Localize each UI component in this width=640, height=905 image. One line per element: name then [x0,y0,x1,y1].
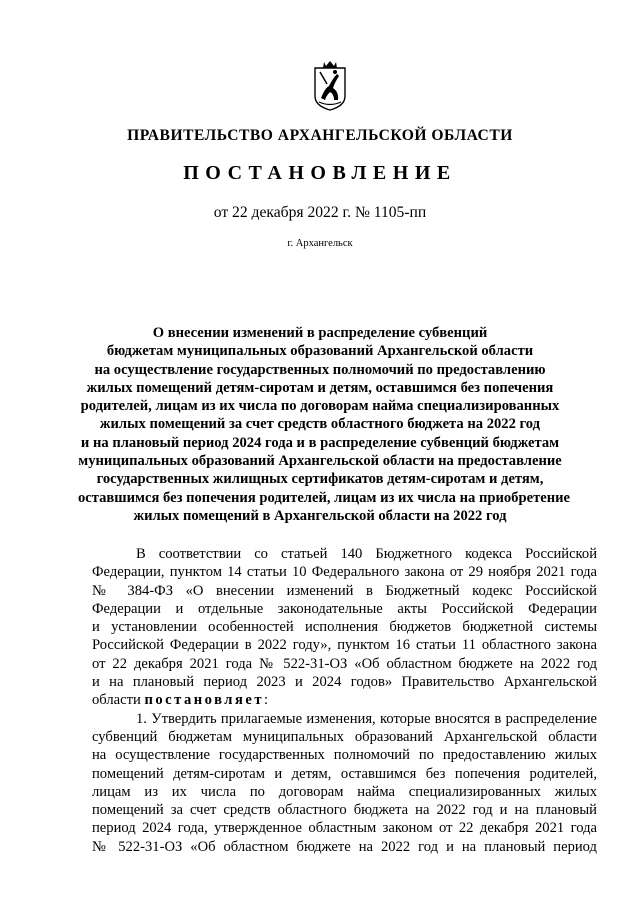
preamble-line: В соответствии со статьей 140 Бюджетного кодекса Российской [136,546,597,562]
item-1-line: помещений детям-сиротам и детям, оставшимся без попечения родителей, [92,765,597,782]
title-line: на осуществление государственных полномочий по предоставлению [94,361,546,378]
preamble-line: Российской Федерации в 2022 году», пунктом 16 статьи 11 областного закона [92,637,597,654]
title-line: муниципальных образований Архангельской области на предоставление [78,453,562,470]
government-name: ПРАВИТЕЛЬСТВО АРХАНГЕЛЬСКОЙ ОБЛАСТИ [127,127,513,144]
document-date-number: от 22 декабря 2022 г. № 1105-пп [213,204,427,221]
preamble-line: от 22 декабря 2021 года № 522-31-ОЗ «Об областном бюджете на 2022 год [92,655,597,672]
document-city: г. Архангельск [287,238,353,249]
title-line: и на плановый период 2024 года и в распределение субвенций бюджетам [80,434,560,451]
preamble-line: и на плановый период 2023 и 2024 годов» Правительство Архангельской [92,674,597,691]
preamble-line: Федерации и отдельные законодательные акты Российской Федерации [92,600,597,617]
item-1-line: № 522-31-ОЗ «Об областном бюджете на 2022 год и на плановый период [92,838,597,855]
title-line: О внесении изменений в распределение субвенций [152,325,488,341]
decree-line [92,691,597,709]
preamble-line: и установлении особенностей исполнения бюджетов бюджетной системы [92,619,597,636]
item-1-line: 1. Утвердить прилагаемые изменения, которые вносятся в распределение [136,710,597,727]
decree-prefix: области [92,692,145,709]
decree-word: постановляет [144,692,265,709]
preamble-line: № 384-ФЗ «О внесении изменений в Бюджетный кодекс Российской [92,582,597,599]
title-line: жилых помещений за счет средств областного бюджета на 2022 год [99,416,541,433]
coat-of-arms-emblem [313,58,347,112]
document-type: ПОСТАНОВЛЕНИЕ [183,162,457,184]
item-1-line: лицам из их числа по договорам найма специализированных жилых [92,783,597,800]
item-1-line: субвенций бюджетам муниципальных образований Архангельской области [92,728,597,745]
title-line: жилых помещений в Архангельской области на 2022 год [133,507,507,524]
item-1-line: на осуществление государственных полномочий по предоставлению жилых [92,747,597,764]
title-line: бюджетам муниципальных образований Архангельской области [106,343,534,360]
title-line: оставшимся без попечения родителей, лицам из их числа на приобретение [78,489,571,506]
title-line: государственных жилищных сертификатов детям-сиротам и детям, [96,471,544,488]
title-line: жилых помещений детям-сиротам и детям, оставшимся без попечения [86,379,554,396]
document-body [92,545,597,856]
item-1-line: помещений за счет средств областного бюджета на 2022 год и на плановый [92,802,597,819]
title-line: родителей, лицам из их числа по договорам найма специализированных [80,398,560,415]
item-1-line: период 2024 года, утвержденное областным законом от 22 декабря 2021 года [92,820,597,837]
decree-suffix: : [264,692,269,709]
preamble-line: Федерации, пунктом 14 статьи 10 Федерального закона от 29 ноября 2021 года [92,564,597,581]
document-title [78,324,571,525]
